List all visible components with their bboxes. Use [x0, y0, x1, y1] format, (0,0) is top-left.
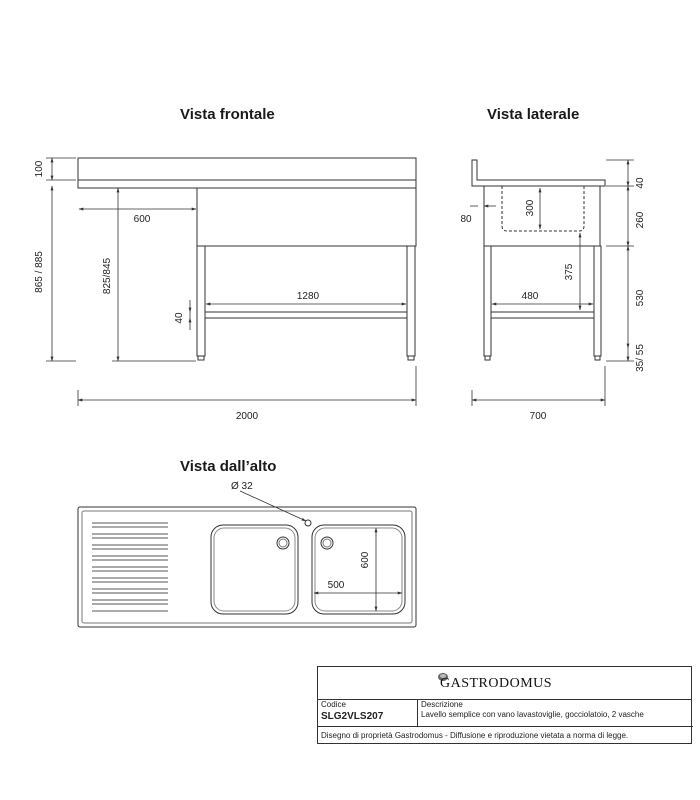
title-block [317, 666, 692, 744]
side-shelf [491, 312, 594, 318]
side-leg-left [484, 246, 491, 356]
copyright-notice: Disegno di proprietà Gastrodomus - Diffusione e riproduzione vietata a norma di legge. [321, 731, 629, 740]
dim-top-drain-diameter: Ø 32 [231, 481, 253, 492]
bowl-left-inner [214, 528, 295, 611]
description-label: Descrizione [421, 700, 463, 709]
front-cabinet [197, 188, 416, 246]
front-view [78, 158, 416, 360]
dim-front-top-height: 100 [34, 160, 45, 178]
front-foot-left [198, 356, 204, 360]
dim-top-bowl-width: 500 [327, 580, 345, 591]
side-leg-right [594, 246, 601, 356]
dim-side-top-height: 40 [635, 177, 646, 189]
dim-side-bowl-depth: 300 [525, 199, 536, 217]
brand-logo: GASTRODOMUS [440, 676, 553, 691]
front-view-title: Vista frontale [180, 106, 275, 123]
front-top-upstand [78, 158, 416, 180]
dim-front-shelf-height: 40 [174, 312, 185, 324]
front-foot-right [408, 356, 414, 360]
dim-front-shelf-width: 1280 [296, 291, 320, 302]
dim-front-leg-height: 825/845 [102, 257, 113, 295]
front-shelf [205, 312, 407, 318]
code-cell [318, 699, 418, 727]
side-foot-right [595, 356, 600, 360]
side-bowl [502, 186, 584, 231]
side-view-title: Vista laterale [487, 106, 580, 123]
dim-side-cabinet-height: 260 [635, 211, 646, 229]
dim-side-shelf-to-bowl: 375 [564, 263, 575, 281]
bowl-left [211, 525, 298, 614]
dim-side-upstand: 80 [460, 214, 472, 225]
dim-front-total-width: 2000 [235, 411, 259, 422]
code-label: Codice [321, 700, 346, 709]
dim-front-total-height: 865 / 885 [34, 251, 45, 293]
dim-front-left-width: 600 [133, 214, 151, 225]
front-worktop [78, 180, 416, 188]
logo-row [318, 667, 691, 700]
description-value: Lavello semplice con vano lavastoviglie, gocciolatoio, 2 vasche [421, 710, 644, 719]
side-cabinet [484, 186, 600, 246]
bowl-right-inner [315, 528, 402, 611]
front-leg-right [407, 246, 415, 356]
side-foot-left [485, 356, 490, 360]
dim-side-foot: 35/ 55 [635, 344, 646, 372]
bowl-right [312, 525, 405, 614]
front-leg-left [197, 246, 205, 356]
drainboard-grooves [92, 523, 168, 611]
side-top [472, 160, 605, 186]
code-value: SLG2VLS207 [321, 711, 384, 722]
dim-side-total-depth: 700 [529, 411, 547, 422]
top-view-title: Vista dall’alto [180, 458, 277, 475]
description-cell [418, 699, 693, 727]
side-view [472, 160, 605, 360]
dim-side-shelf-depth: 480 [521, 291, 539, 302]
dim-top-bowl-depth: 600 [360, 551, 371, 569]
dim-side-leg-height: 530 [635, 289, 646, 307]
